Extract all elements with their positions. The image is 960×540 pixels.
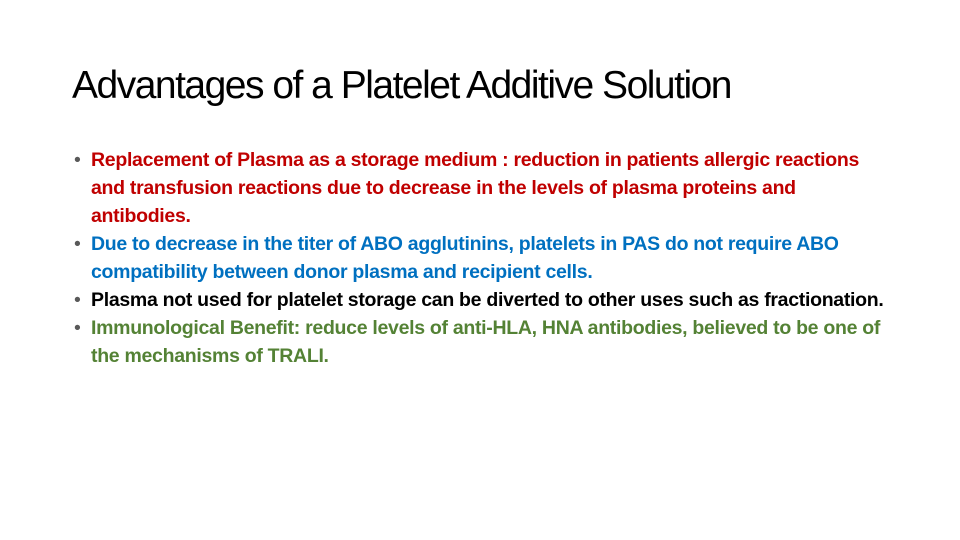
bullet-text: Immunological Benefit: reduce levels of anti-HLA, HNA antibodies, believed to be one of the mechanisms of TRALI.	[91, 317, 881, 367]
bullet-item	[74, 286, 894, 314]
bullet-text: Plasma not used for platelet storage can be diverted to other uses such as fractionation.	[91, 289, 884, 311]
bullet-dot-icon: •	[74, 233, 81, 255]
bullet-item	[74, 314, 894, 370]
slide-title: Advantages of a Platelet Additive Solution	[72, 64, 731, 107]
bullet-text: Due to decrease in the titer of ABO agglutinins, platelets in PAS do not require ABO compatibility between donor plasma and recipient cells.	[91, 233, 839, 283]
bullet-item	[74, 230, 894, 286]
bullet-dot-icon: •	[74, 149, 81, 171]
bullet-dot-icon: •	[74, 317, 81, 339]
bullet-dot-icon: •	[74, 289, 81, 311]
bullet-list	[74, 146, 894, 370]
bullet-text: Replacement of Plasma as a storage medium : reduction in patients allergic reactions and transfusion reactions due to decrease in the levels of plasma proteins and antibodies.	[91, 149, 860, 227]
bullet-item	[74, 146, 894, 230]
